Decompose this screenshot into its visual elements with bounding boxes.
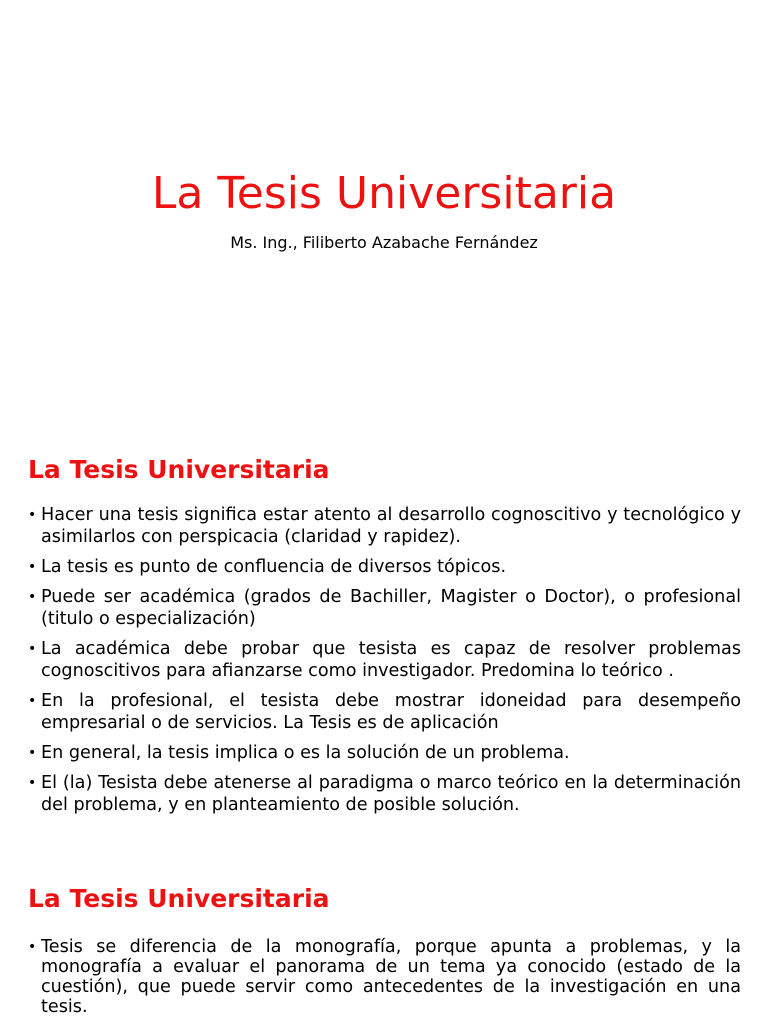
bullet-item — [28, 556, 741, 578]
bullet-dot-icon: • — [28, 693, 37, 709]
bullet-item — [28, 586, 741, 630]
slide-heading: La Tesis Universitaria — [28, 455, 330, 484]
bullet-text: Hacer una tesis significa estar atento al desarrollo cognoscitivo y tecnológico y asimilarlos con perspicacia (claridad y rapidez). — [41, 505, 741, 547]
slide-content-2 — [0, 863, 768, 1024]
bullet-text: Tesis se diferencia de la monografía, porque apunta a problemas, y la monografía a evaluar el panorama de un tema ya conocido (estado de la cuestión), que puede servir como antecedentes de la investigación en una tesis. — [41, 937, 741, 1017]
bullet-dot-icon: • — [28, 939, 37, 955]
bullet-dot-icon: • — [28, 775, 37, 791]
bullet-text: El (la) Tesista debe atenerse al paradigma o marco teórico en la determinación del problema, y en planteamiento de posible solución. — [41, 773, 741, 815]
slide-title — [0, 0, 768, 430]
bullet-list — [28, 504, 741, 824]
slide-title-heading: La Tesis Universitaria — [151, 168, 617, 219]
bullet-dot-icon: • — [28, 641, 37, 657]
bullet-text: En general, la tesis implica o es la solución de un problema. — [41, 743, 570, 763]
bullet-dot-icon: • — [28, 589, 37, 605]
slide-content-1 — [0, 430, 768, 863]
bullet-dot-icon: • — [28, 559, 37, 575]
slide-subtitle-author: Ms. Ing., Filiberto Azabache Fernández — [230, 233, 538, 252]
bullet-text: La tesis es punto de confluencia de diversos tópicos. — [41, 557, 507, 577]
bullet-dot-icon: • — [28, 507, 37, 523]
bullet-text: La académica debe probar que tesista es capaz de resolver problemas cognoscitivos para afianzarse como investigador. Predomina lo teórico . — [41, 639, 741, 681]
bullet-item — [28, 638, 741, 682]
bullet-item — [28, 742, 741, 764]
bullet-list — [28, 937, 741, 1024]
bullet-item — [28, 772, 741, 816]
bullet-text: En la profesional, el tesista debe mostrar idoneidad para desempeño empresarial o de servicios. La Tesis es de aplicación — [41, 691, 741, 733]
slide-heading: La Tesis Universitaria — [28, 884, 330, 913]
bullet-item — [28, 937, 741, 1017]
bullet-item — [28, 504, 741, 548]
bullet-dot-icon: • — [28, 745, 37, 761]
bullet-item — [28, 690, 741, 734]
bullet-text: Puede ser académica (grados de Bachiller, Magister o Doctor), o profesional (titulo o especialización) — [41, 587, 741, 629]
